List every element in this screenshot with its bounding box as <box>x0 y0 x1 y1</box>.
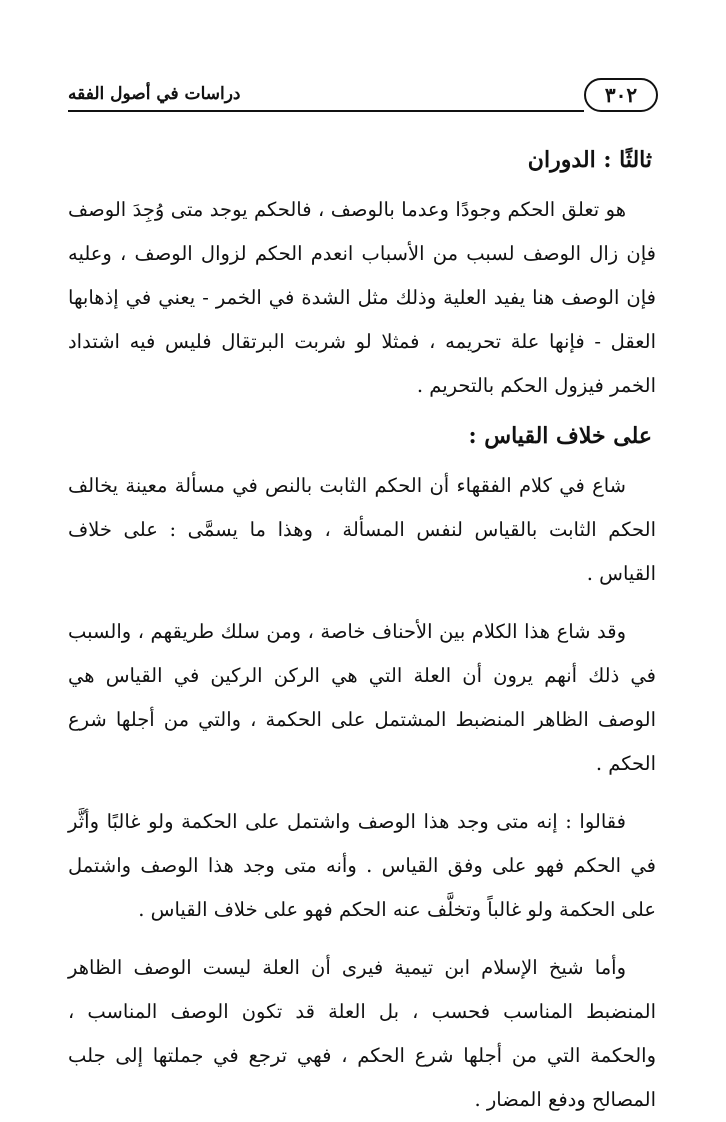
paragraph-qiyas-4: وأما شيخ الإسلام ابن تيمية فيرى أن العلة ليست الوصف الظاهر المنضبط المناسب فحسب ، بل العلة قد تكون الوصف المناسب ، والحكمة التي من أجلها شرع الحكم ، فهي ترجع في جملتها إلى جلب المصالح ودفع المضار . <box>68 956 656 1111</box>
section-heading-dawaran: ثالثًا : الدوران <box>527 147 652 173</box>
book-title: دراسات في أصول الفقه <box>68 84 241 104</box>
page-content <box>68 138 656 1122</box>
paragraph-qiyas-2: وقد شاع هذا الكلام بين الأحناف خاصة ، ومن سلك طريقهم ، والسبب في ذلك أنهم يرون أن العلة التي هي الركن الركين في القياس هي الوصف الظاهر المنضبط المشتمل على الحكمة ، والتي من أجلها شرع الحكم . <box>68 620 656 775</box>
page-header <box>68 78 658 118</box>
section-heading-ala-khilaf-alqiyas: على خلاف القياس : <box>468 423 652 449</box>
page-number: ٣٠٢ <box>584 78 658 112</box>
paragraph-qiyas-3: فقالوا : إنه متى وجد هذا الوصف واشتمل على الحكمة ولو غالبًا وأثَّر في الحكم فهو على وفق القياس . وأنه متى وجد هذا الوصف واشتمل على الحكمة ولو غالباً وتخلَّف عنه الحكم فهو على خلاف القياس . <box>68 810 656 921</box>
paragraph-qiyas-1: شاع في كلام الفقهاء أن الحكم الثابت بالنص في مسألة معينة يخالف الحكم الثابت بالقياس لنفس المسألة ، وهذا ما يسمَّى : على خلاف القياس . <box>68 474 656 585</box>
header-divider <box>68 110 584 112</box>
paragraph-dawaran: هو تعلق الحكم وجودًا وعدما بالوصف ، فالحكم يوجد متى وُجِدَ الوصف فإن زال الوصف لسبب من الأسباب انعدم الحكم لزوال الوصف ، وعليه فإن الوصف هنا يفيد العلية وذلك مثل الشدة في الخمر - يعني في إذهابها العقل - فإنها علة تحريمه ، فمثلا لو شربت البرتقال فليس فيه اشتداد الخمر فيزول الحكم بالتحريم . <box>68 198 656 397</box>
